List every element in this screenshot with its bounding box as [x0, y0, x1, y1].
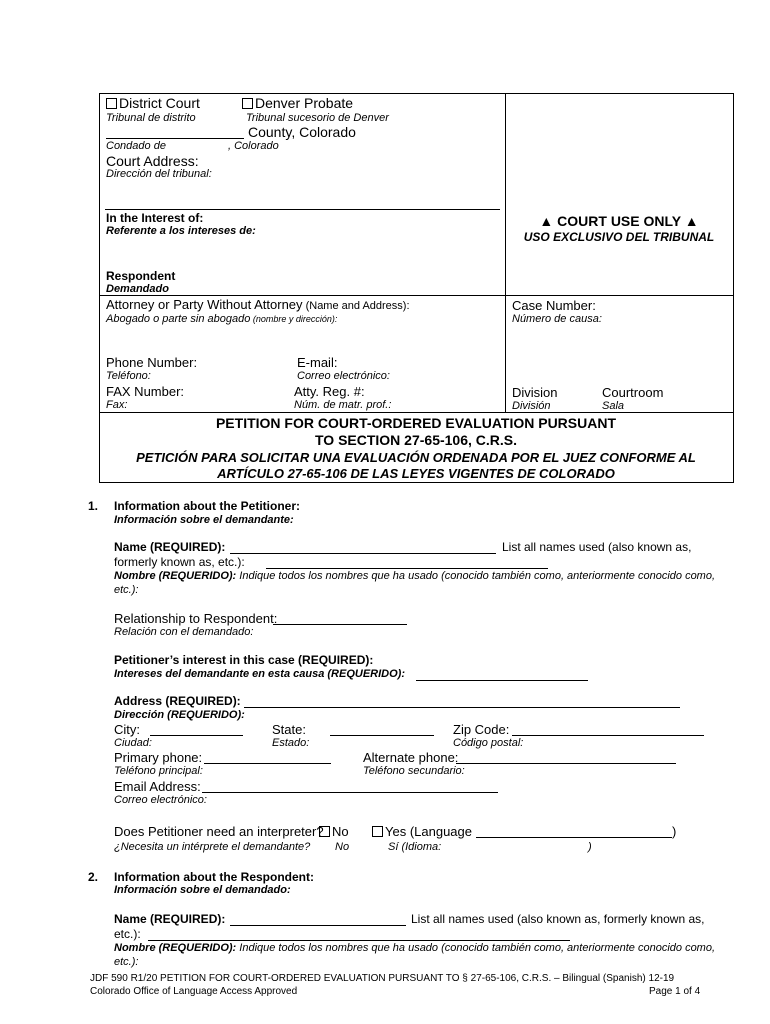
county-label: County, Colorado [248, 124, 356, 140]
county-label-es: Condado de [106, 140, 166, 152]
petitioner-name-label: Name (REQUIRED): [114, 540, 226, 554]
petitioner-formerly-label: formerly known as, etc.): [114, 555, 245, 569]
alt-phone-label-es: Teléfono secundario: [363, 765, 465, 777]
zip-label: Zip Code: [453, 722, 510, 737]
district-court-label: District Court [119, 95, 200, 111]
respondent-name-label: Name (REQUIRED): [114, 912, 226, 926]
interest-label: Petitioner’s interest in this case (REQUIRED): [114, 653, 374, 667]
alt-phone-label: Alternate phone: [363, 750, 459, 765]
primary-phone-label-es: Teléfono principal: [114, 765, 203, 777]
state-label: State: [272, 722, 306, 737]
relationship-label-es: Relación con el demandado: [114, 626, 254, 638]
interpreter-yes-label: Yes (Language [385, 824, 472, 839]
interpreter-question: Does Petitioner need an interpreter? [114, 824, 324, 839]
email-address-label: Email Address: [114, 779, 201, 794]
respondent-aka-field[interactable] [148, 940, 570, 941]
district-court-option[interactable] [106, 95, 200, 111]
respondent-label: Respondent [106, 269, 176, 283]
zip-label-es: Código postal: [453, 737, 524, 749]
courtroom-label: Courtroom [602, 385, 664, 400]
footer-page-number: Page 1 of 4 [649, 986, 701, 997]
petitioner-aka-field[interactable] [266, 568, 548, 569]
alt-phone-field[interactable] [456, 763, 676, 764]
district-court-label-es: Tribunal de distrito [106, 112, 196, 124]
case-number-label: Case Number: [512, 298, 596, 313]
footer-form-id: JDF 590 R1/20 PETITION FOR COURT-ORDERED EVALUATION PURSUANT TO § 27-65-106, C.R.S. – Bilingual (Spanish) 12-19 [90, 973, 675, 984]
city-label-es: Ciudad: [114, 737, 152, 749]
interpreter-yes-option[interactable] [372, 824, 472, 839]
footer-approved: Colorado Office of Language Access Approved [90, 986, 298, 997]
state-label-es: Estado: [272, 737, 310, 749]
respondent-name-label-es [114, 942, 715, 954]
phone-label: Phone Number: [106, 355, 198, 370]
petitioner-name-es-line2: etc.): [114, 584, 139, 596]
district-court-checkbox[interactable] [106, 98, 117, 109]
petitioner-name-field[interactable] [230, 553, 496, 554]
interpreter-close-paren: ) [672, 824, 677, 839]
caption-divider-attorney [99, 295, 733, 296]
relationship-label: Relationship to Respondent: [114, 611, 278, 626]
section1-number: 1. [88, 499, 99, 513]
interpreter-no-es: No [335, 841, 350, 853]
attorney-label-es [106, 313, 337, 325]
interpreter-close-paren-es: ) [588, 841, 592, 853]
address-label-es: Dirección (REQUERIDO): [114, 709, 245, 721]
email-address-label-es: Correo electrónico: [114, 794, 207, 806]
petitioner-name-label-es [114, 570, 715, 582]
petitioner-name-es-text: Indique todos los nombres que ha usado (conocido también como, anteriormente conocido como, [236, 570, 716, 582]
section2-number: 2. [88, 870, 99, 884]
respondent-list-names-label: List all names used (also known as, formerly known as, [411, 912, 705, 926]
county-field[interactable] [106, 138, 244, 139]
respondent-name-es-bold: Nombre (REQUERIDO): [114, 942, 237, 954]
caption-divider-vertical [505, 93, 506, 412]
email-address-field[interactable] [202, 792, 498, 793]
email-label-es: Correo electrónico: [297, 370, 390, 382]
in-interest-label-es: Referente a los intereses de: [106, 225, 256, 237]
city-label: City: [114, 722, 140, 737]
atty-reg-label: Atty. Reg. #: [294, 384, 365, 399]
address-label: Address (REQUIRED): [114, 694, 241, 708]
caption-divider-title [99, 412, 733, 413]
petitioner-list-names-label: List all names used (also known as, [502, 540, 692, 554]
interpreter-no-option[interactable] [319, 824, 349, 839]
court-address-label-es: Dirección del tribunal: [106, 168, 212, 180]
primary-phone-field[interactable] [204, 763, 331, 764]
respondent-name-es-text: Indique todos los nombres que ha usado (conocido también como, anteriormente conocido como, [236, 942, 716, 954]
interpreter-language-field[interactable] [476, 837, 672, 838]
zip-field[interactable] [512, 735, 704, 736]
section2-heading: Information about the Respondent: [114, 870, 314, 884]
respondent-label-es: Demandado [106, 283, 169, 295]
interpreter-no-label: No [332, 824, 349, 839]
form-title-line1: PETITION FOR COURT-ORDERED EVALUATION PURSUANT [215, 415, 617, 431]
form-title-line4: ARTÍCULO 27-65-106 DE LAS LEYES VIGENTES DE COLORADO [217, 466, 615, 481]
respondent-name-field[interactable] [230, 925, 406, 926]
colorado-label-es: , Colorado [228, 140, 279, 152]
caption-divider-interest [105, 209, 500, 210]
attorney-label-text: Attorney or Party Without Attorney [106, 297, 303, 312]
city-field[interactable] [150, 735, 243, 736]
court-use-only: ▲ COURT USE ONLY ▲ [539, 213, 699, 229]
attorney-label [106, 297, 410, 312]
denver-probate-checkbox[interactable] [242, 98, 253, 109]
in-interest-label: In the Interest of: [106, 211, 204, 225]
section1-heading: Information about the Petitioner: [114, 499, 300, 513]
interpreter-question-es: ¿Necesita un intérprete el demandante? [114, 841, 311, 853]
attorney-label-es-text: Abogado o parte sin abogado [106, 313, 251, 325]
respondent-etc-label: etc.): [114, 927, 141, 941]
address-field[interactable] [244, 707, 680, 708]
attorney-label-suffix: (Name and Address): [302, 300, 410, 312]
state-field[interactable] [330, 735, 434, 736]
section2-heading-es: Información sobre el demandado: [114, 884, 291, 896]
fax-label-es: Fax: [106, 399, 128, 411]
courtroom-label-es: Sala [602, 400, 625, 412]
court-address-label: Court Address: [106, 153, 199, 169]
phone-label-es: Teléfono: [106, 370, 151, 382]
case-number-label-es: Número de causa: [512, 313, 602, 325]
division-label-es: División [512, 400, 551, 412]
division-label: Division [512, 385, 558, 400]
atty-reg-label-es: Núm. de matr. prof.: [294, 399, 392, 411]
respondent-name-es-line2: etc.): [114, 956, 139, 968]
interest-field[interactable] [416, 680, 588, 681]
petitioner-name-es-bold: Nombre (REQUERIDO): [114, 570, 237, 582]
denver-probate-option[interactable] [242, 95, 353, 111]
denver-probate-label: Denver Probate [255, 95, 354, 111]
relationship-field[interactable] [273, 624, 407, 625]
interpreter-no-checkbox[interactable] [319, 826, 330, 837]
primary-phone-label: Primary phone: [114, 750, 203, 765]
email-label: E-mail: [297, 355, 338, 370]
interest-label-es: Intereses del demandante en esta causa (REQUERIDO): [114, 668, 405, 680]
section1-heading-es: Información sobre el demandante: [114, 514, 294, 526]
denver-probate-label-es: Tribunal sucesorio de Denver [246, 112, 389, 124]
form-title-line3: PETICIÓN PARA SOLICITAR UNA EVALUACIÓN ORDENADA POR EL JUEZ CONFORME AL [136, 450, 696, 465]
attorney-label-es-suffix: (nombre y dirección): [250, 314, 338, 324]
interpreter-yes-es: Sí (Idioma: [388, 841, 442, 853]
fax-label: FAX Number: [106, 384, 185, 399]
form-title-line2: TO SECTION 27-65-106, C.R.S. [314, 432, 518, 448]
court-use-only-es: USO EXCLUSIVO DEL TRIBUNAL [523, 230, 715, 244]
interpreter-yes-checkbox[interactable] [372, 826, 383, 837]
